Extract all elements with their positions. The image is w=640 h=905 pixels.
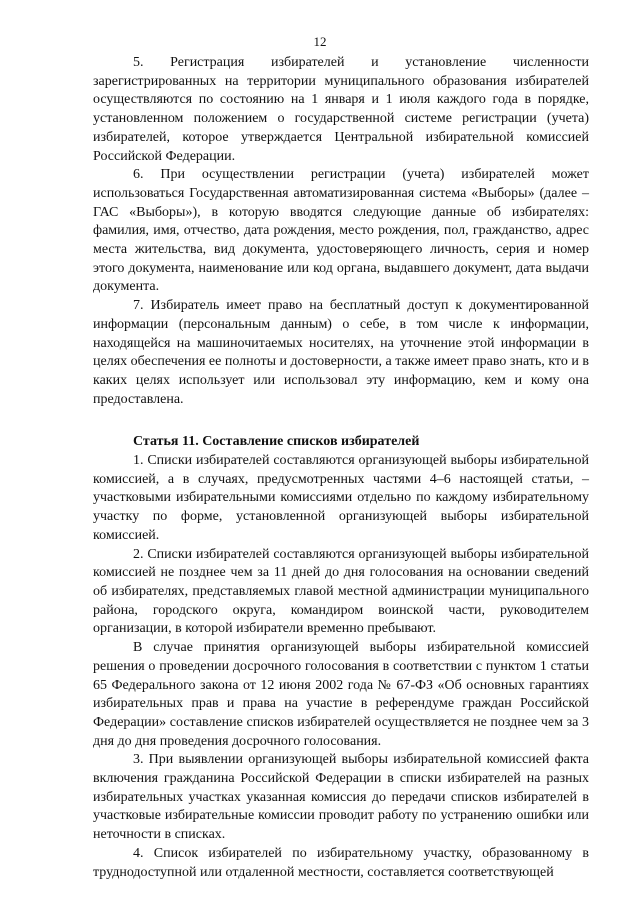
- document-body: [93, 54, 589, 882]
- paragraph-early-voting: В случае принятия организующей выборы избирательной комиссией решения о проведении досрочного голосования в соответствии с пунктом 1 статьи 65 Федерального закона от 12 июня 2002 года № 67-ФЗ «Об основных гарантиях избирательных прав и права на участие в референдуме граждан Российской Федерации» составление списков избирателей осуществляется не позднее чем за 3 дня до дня проведения досрочного голосования.: [93, 640, 589, 749]
- paragraph-article11-4: 4. Список избирателей по избирательному участку, образованному в труднодоступной или отдаленной местности, составляется соответствующей: [93, 845, 589, 880]
- paragraph-article11-1: 1. Списки избирателей составляются организующей выборы избирательной комиссией, а в случаях, предусмотренных частями 4–6 настоящей статьи, – участковыми избирательными комиссиями отдельно по каждому избирательному участку по форме, установленной организующей выборы избирательной комиссией.: [93, 453, 589, 543]
- paragraph-article11-2: 2. Списки избирателей составляются организующей выборы избирательной комиссией не позднее чем за 11 дней до дня голосования на основании сведений об избирателях, представляемых главой местной администрации муниципального района, городского округа, командиром воинской части, руководителем организации, в которой избиратели временно пребывают.: [93, 546, 589, 637]
- paragraph-registration-5: 5. Регистрация избирателей и установление численности зарегистрированных на территории муниципального образования избирателей осуществляются по состоянию на 1 января и 1 июля каждого года в порядке, установленном положением о государственной системе регистрации (учета) избирателей, которое утверждается Центральной избирательной комиссией Российской Федерации.: [93, 55, 589, 164]
- section-article-11: [93, 409, 589, 882]
- paragraph-gas-vybory-6: 6. При осуществлении регистрации (учета) избирателей может использоваться Государственная автоматизированная система «Выборы» (далее – ГАС «Выборы»), в которую вводятся следующие данные об избирателях: фамилия, имя, отчество, дата рождения, место рождения, пол, гражданство, адрес места жительства, вид документа, удостоверяющего личность, серия и номер этого документа, наименование или код органа, выдавшего документ, дата выдачи документа.: [93, 167, 589, 295]
- section-registration: [93, 54, 589, 409]
- page-number: 12: [313, 34, 327, 49]
- article-heading: Статья 11. Составление списков избирателей: [133, 434, 420, 450]
- paragraph-access-right-7: 7. Избиратель имеет право на бесплатный доступ к документированной информации (персональным данным) о себе, в том числе к информации, находящейся на машиночитаемых носителях, на уточнение этой информации в целях обеспечения ее полноты и достоверности, а также имеет право знать, кто и в каких целях использует или использовал эту информацию, кем и кому она предоставлена.: [93, 298, 589, 407]
- paragraph-article11-3: 3. При выявлении организующей выборы избирательной комиссией факта включения гражданина Российской Федерации в списки избирателей на разных избирательных участках указанная комиссия до передачи списков избирателей в участковые избирательные комиссии проводит работу по устранению ошибки или неточности в списках.: [93, 752, 589, 843]
